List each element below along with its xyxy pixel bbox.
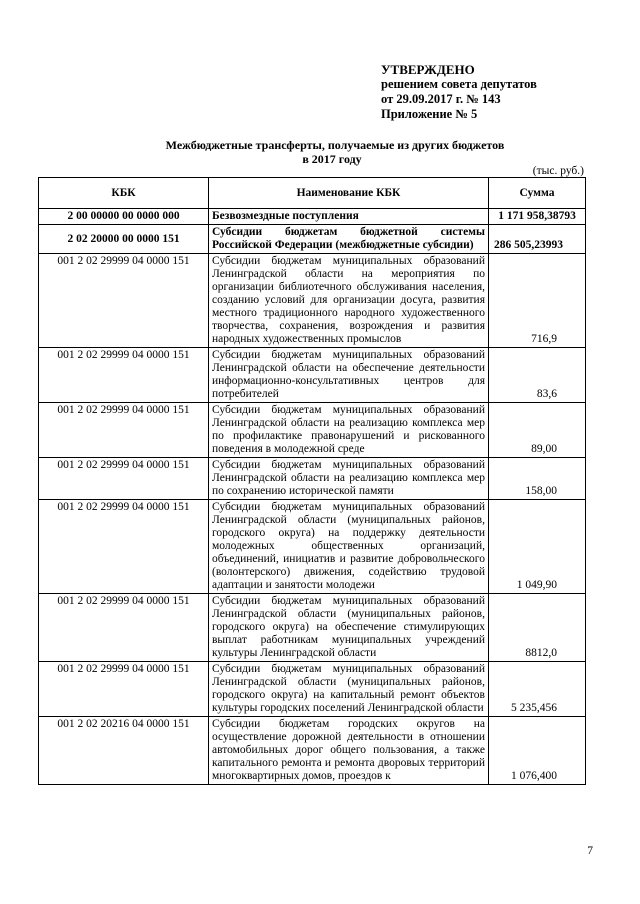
- row-kbk: 001 2 02 29999 04 0000 151: [39, 254, 209, 348]
- row-name: Субсидии бюджетам бюджетной системы Российской Федерации (межбюджетные субсидии): [209, 225, 489, 254]
- header-name: Наименование КБК: [209, 178, 489, 209]
- row-sum: 286 505,23993: [489, 225, 586, 254]
- document-title: [0, 138, 640, 166]
- table-row: [39, 594, 586, 662]
- row-sum: 8812,0: [489, 594, 586, 662]
- row-kbk: 001 2 02 20216 04 0000 151: [39, 717, 209, 785]
- table-row: [39, 254, 586, 348]
- row-sum: 83,6: [489, 348, 586, 403]
- row-name: Субсидии бюджетам муниципальных образований Ленинградской области (муниципальных районов, городского округа) на обеспечение стимулирующих выплат работникам муниципальных учреждений культуры Ленинградской области: [209, 594, 489, 662]
- approval-title: УТВЕРЖДЕНО: [381, 62, 475, 77]
- transfers-table: [38, 177, 586, 785]
- row-sum: 89,00: [489, 403, 586, 458]
- row-sum: 716,9: [489, 254, 586, 348]
- row-kbk: 2 00 00000 00 0000 000: [39, 209, 209, 225]
- page-number: 7: [587, 845, 593, 857]
- table-row: [39, 717, 586, 785]
- title-line-2: в 2017 году: [302, 152, 362, 166]
- row-sum: 5 235,456: [489, 662, 586, 717]
- row-kbk: 2 02 20000 00 0000 151: [39, 225, 209, 254]
- row-name: Субсидии бюджетам муниципальных образований Ленинградской области (муниципальных районов, городского округа) на поддержку деятельности молодежных общественных организаций, объединений, инициатив и развитие добровольческого (волонтерского) движения, содействию трудовой адаптации и занятости молодежи: [209, 500, 489, 594]
- row-name: Субсидии бюджетам муниципальных образований Ленинградской области на реализацию комплекса мер по сохранению исторической памяти: [209, 458, 489, 500]
- row-name: Субсидии бюджетам муниципальных образований Ленинградской области на мероприятия по организации библиотечного обслуживания населения, созданию условий для организации досуга, развития местного традиционного народного художественного творчества, сохранения, возрождения и развития народных художественных промыслов: [209, 254, 489, 348]
- table-row: [39, 403, 586, 458]
- row-name: Субсидии бюджетам городских округов на осуществление дорожной деятельности в отношении автомобильных дорог общего пользования, а также капитального ремонта и ремонта дворовых территорий многоквартирных домов, проездов к: [209, 717, 489, 785]
- table-row: [39, 662, 586, 717]
- row-kbk: 001 2 02 29999 04 0000 151: [39, 662, 209, 717]
- unit-label: (тыс. руб.): [532, 165, 584, 177]
- row-sum: 158,00: [489, 458, 586, 500]
- row-name: Субсидии бюджетам муниципальных образований Ленинградской области на обеспечение деятельности информационно-консультативных центров для потребителей: [209, 348, 489, 403]
- table-row: [39, 348, 586, 403]
- title-line-1: Межбюджетные трансферты, получаемые из других бюджетов: [165, 138, 505, 152]
- table-row: [39, 209, 586, 225]
- row-kbk: 001 2 02 29999 04 0000 151: [39, 403, 209, 458]
- table-row: [39, 500, 586, 594]
- row-sum: 1 049,90: [489, 500, 586, 594]
- row-name: Субсидии бюджетам муниципальных образований Ленинградской области (муниципальных районов, городского округа) на капитальный ремонт объектов культуры городских поселений Ленинградской области: [209, 662, 489, 717]
- row-sum: 1 076,400: [489, 717, 586, 785]
- table-row: [39, 458, 586, 500]
- approval-appendix: Приложение № 5: [381, 107, 478, 121]
- header-sum: Сумма: [489, 178, 586, 209]
- row-kbk: 001 2 02 29999 04 0000 151: [39, 594, 209, 662]
- approval-decision: решением совета депутатов: [381, 77, 537, 91]
- approval-date: от 29.09.2017 г. № 143: [381, 92, 501, 106]
- header-kbk: КБК: [39, 178, 209, 209]
- row-kbk: 001 2 02 29999 04 0000 151: [39, 458, 209, 500]
- row-kbk: 001 2 02 29999 04 0000 151: [39, 348, 209, 403]
- row-name: Субсидии бюджетам муниципальных образований Ленинградской области на реализацию комплекса мер по профилактике правонарушений и рискованного поведения в молодежной среде: [209, 403, 489, 458]
- row-kbk: 001 2 02 29999 04 0000 151: [39, 500, 209, 594]
- row-sum: 1 171 958,38793: [489, 209, 586, 225]
- table-row: [39, 225, 586, 254]
- row-name: Безвозмездные поступления: [209, 209, 489, 225]
- approval-block: [381, 62, 537, 122]
- table-header-row: [39, 178, 586, 209]
